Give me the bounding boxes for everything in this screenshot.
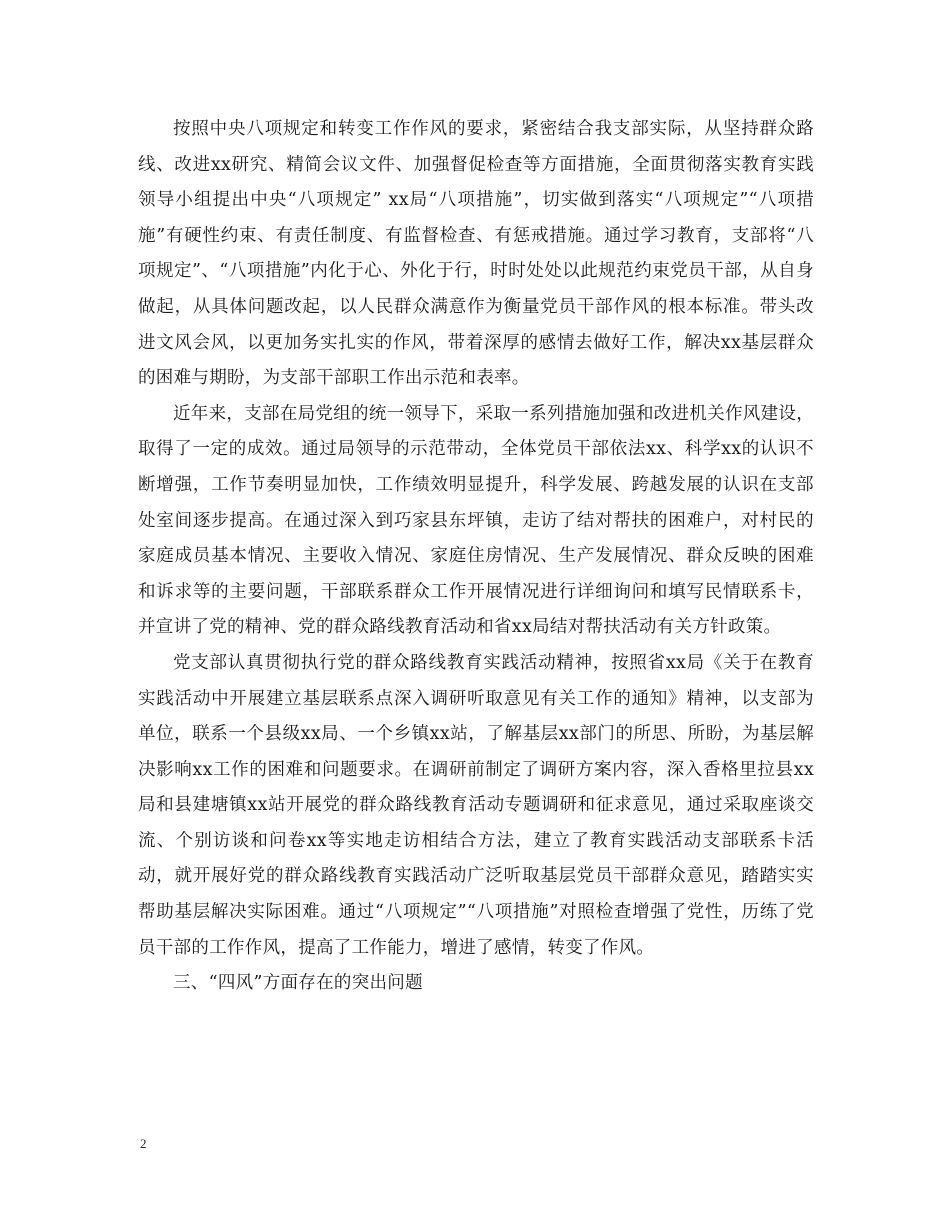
section-heading: 三、“四风”方面存在的突出问题 bbox=[173, 973, 423, 994]
paragraph-work-style: 近年来，支部在局党组的统一领导下，采取一系列措施加强和改进机关作风建设，取得了一定的成效。通过局领导的示范带动，全体党员干部依法xx、科学xx的认识不断增强，工作节奏明显加快，工作绩效明显提升，科学发展、跨越发展的认识在支部处室间逐步提高。在通过深入到巧家县东坪镇，走访了结对帮扶的困难户，对村民的家庭成员基本情况、主要收入情况、家庭住房情况、生产发展情况、群众反映的困难和诉求等的主要问题，干部联系群众工作开展情况进行详细询问和填写民情联系卡，并宣讲了党的精神、党的群众路线教育活动和省xx局结对帮扶活动有关方针政策。 bbox=[138, 403, 814, 638]
paragraph-eight-rules: 按照中央八项规定和转变工作作风的要求，紧密结合我支部实际，从坚持群众路线、改进xx研究、精简会议文件、加强督促检查等方面措施，全面贯彻落实教育实践领导小组提出中央“八项规定” xx局“八项措施”，切实做到落实“八项规定”“八项措施”有硬性约束、有责任制度、有监督检查、有惩戒措施。通过学习教育，支部将“八项规定”、“八项措施”内化于心、外化于行，时时处处以此规范约束党员干部，从自身做起，从具体问题改起，以人民群众满意作为衡量党员干部作风的根本标准。带头改进文风会风，以更加务实扎实的作风，带着深厚的感情去做好工作，解决xx基层群众的困难与期盼，为支部干部职工作出示范和表率。 bbox=[138, 119, 814, 389]
page-number: 2 bbox=[140, 1136, 147, 1151]
document-body bbox=[138, 112, 814, 1002]
paragraph-grassroots-research: 党支部认真贯彻执行党的群众路线教育实践活动精神，按照省xx局《关于在教育实践活动中开展建立基层联系点深入调研听取意见有关工作的通知》精神，以支部为单位，联系一个县级xx局、一个乡镇xx站，了解基层xx部门的所思、所盼，为基层解决影响xx工作的困难和问题要求。在调研前制定了调研方案内容，深入香格里拉县xx局和县建塘镇xx站开展党的群众路线教育活动专题调研和征求意见，通过采取座谈交流、个别访谈和问卷xx等实地走访相结合方法，建立了教育实践活动支部联系卡活动，就开展好党的群众路线教育实践活动广泛听取基层党员干部群众意见，踏踏实实帮助基层解决实际困难。通过“八项规定”“八项措施”对照检查增强了党性，历练了党员干部的工作作风，提高了工作能力，增进了感情，转变了作风。 bbox=[138, 652, 814, 958]
